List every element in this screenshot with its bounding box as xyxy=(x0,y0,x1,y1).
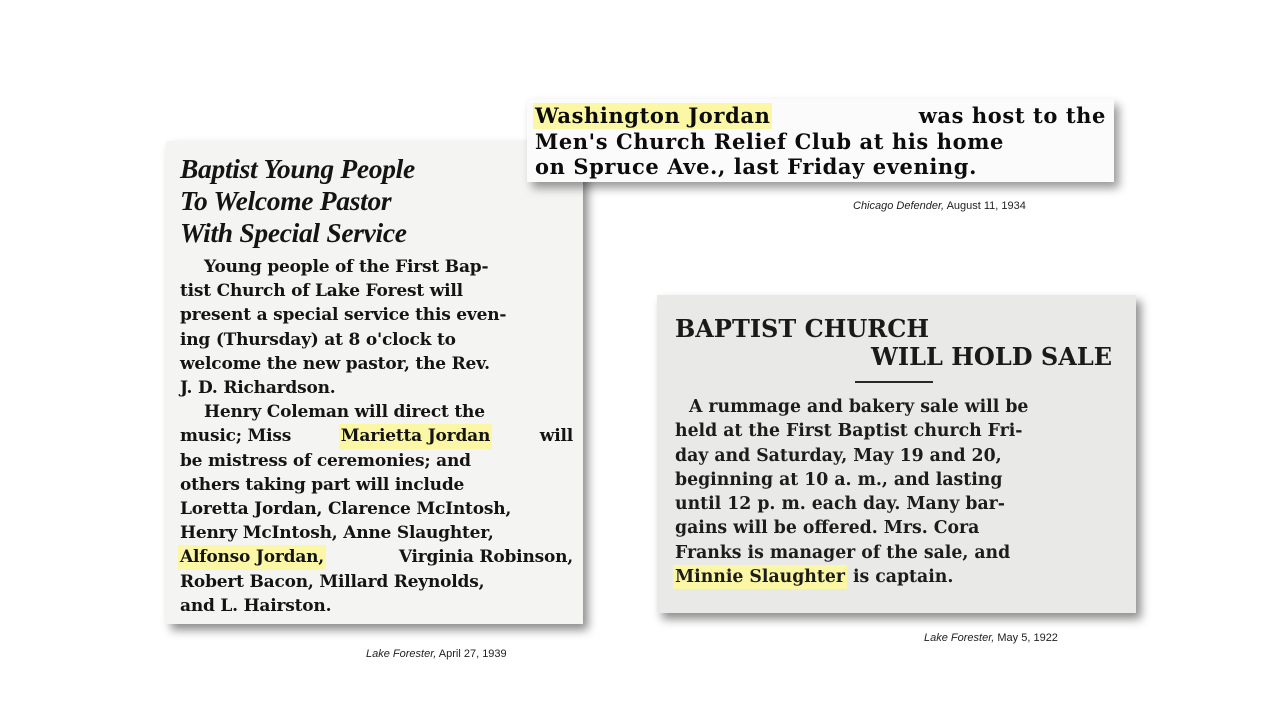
caption-lake-forester-1922 xyxy=(924,632,1058,644)
clipping-headline xyxy=(675,315,1112,371)
body-line: ing (Thursday) at 8 o'clock to xyxy=(180,329,456,350)
highlighted-name-alfonso-jordan: Alfonso Jordan, xyxy=(178,545,326,569)
body-line-with-highlight xyxy=(535,103,1106,129)
headline-line-2: To Welcome Pastor xyxy=(180,185,392,216)
body-line: present a special service this even- xyxy=(180,305,507,326)
clipping-baptist-young-people xyxy=(166,141,583,624)
body-line-with-highlight xyxy=(180,424,573,448)
headline-rule xyxy=(855,381,933,383)
body-text: Virginia Robinson, xyxy=(398,547,573,568)
caption-chicago-defender-1934 xyxy=(853,200,1026,212)
caption-source: Lake Forester, xyxy=(366,648,437,660)
body-line: day and Saturday, May 19 and 20, xyxy=(675,445,1002,466)
clipping-baptist-church-sale xyxy=(657,295,1136,613)
clipping-washington-jordan xyxy=(527,99,1114,182)
body-line: Franks is manager of the sale, and xyxy=(675,542,1011,563)
caption-lake-forester-1939 xyxy=(366,648,507,660)
highlighted-name-washington-jordan: Washington Jordan xyxy=(535,103,771,128)
body-line: on Spruce Ave., last Friday evening. xyxy=(535,154,977,179)
body-line: Loretta Jordan, Clarence McIntosh, xyxy=(180,499,512,520)
caption-source: Chicago Defender, xyxy=(853,200,945,212)
body-line: welcome the new pastor, the Rev. xyxy=(180,353,490,374)
body-line: Henry Coleman will direct the xyxy=(204,402,485,423)
body-line: gains will be offered. Mrs. Cora xyxy=(675,518,980,539)
body-line: J. D. Richardson. xyxy=(180,378,336,399)
body-line: A rummage and bakery sale will be xyxy=(689,397,1029,417)
body-line: held at the First Baptist church Fri- xyxy=(675,421,1023,442)
body-line: Men's Church Relief Club at his home xyxy=(535,128,1004,154)
highlighted-name-marietta-jordan: Marietta Jordan xyxy=(339,424,492,448)
clipping-body xyxy=(535,103,1106,180)
body-line: be mistress of ceremonies; and xyxy=(180,450,471,471)
body-line: beginning at 10 a. m., and lasting xyxy=(675,469,1003,490)
body-line-with-highlight xyxy=(180,545,573,569)
body-line: others taking part will include xyxy=(180,474,465,495)
body-text: music; Miss xyxy=(180,426,292,447)
body-line: Henry McIntosh, Anne Slaughter, xyxy=(180,523,494,544)
caption-date: April 27, 1939 xyxy=(438,648,507,660)
headline-line-1: BAPTIST CHURCH xyxy=(675,314,930,343)
clipping-body xyxy=(675,395,1112,589)
headline-line-3: With Special Service xyxy=(180,217,407,248)
body-line: Robert Bacon, Millard Reynolds, xyxy=(180,571,485,592)
body-text: is captain. xyxy=(852,567,954,588)
body-text: will xyxy=(539,426,573,447)
body-line-with-highlight xyxy=(675,565,1112,589)
caption-date: May 5, 1922 xyxy=(997,632,1058,644)
body-line: Young people of the First Bap- xyxy=(204,257,489,277)
caption-source: Lake Forester, xyxy=(924,632,995,644)
body-text: was host to the xyxy=(918,103,1106,128)
clipping-body xyxy=(180,255,573,618)
body-line: until 12 p. m. each day. Many bar- xyxy=(675,494,1005,515)
highlighted-name-minnie-slaughter: Minnie Slaughter xyxy=(673,565,847,589)
body-line: tist Church of Lake Forest will xyxy=(180,281,463,302)
clipping-headline xyxy=(180,153,573,249)
caption-date: August 11, 1934 xyxy=(946,200,1026,212)
headline-line-2: WILL HOLD SALE xyxy=(870,342,1112,371)
headline-line-1: Baptist Young People xyxy=(180,153,415,184)
body-line: and L. Hairston. xyxy=(180,595,332,616)
